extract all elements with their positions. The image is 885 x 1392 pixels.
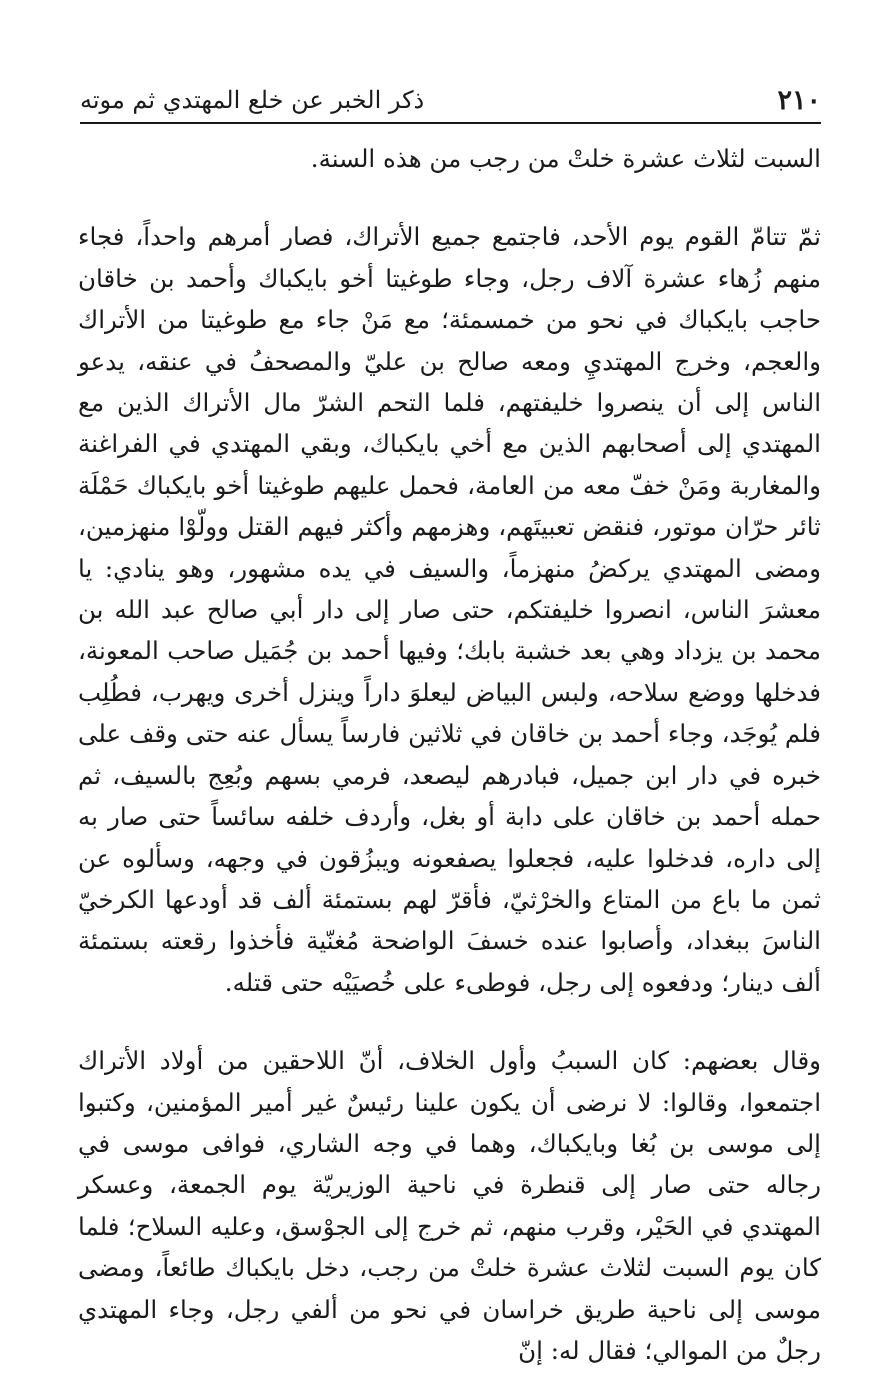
body-text bbox=[78, 138, 821, 1371]
paragraph-continuation: السبت لثلاث عشرة خلتْ من رجب من هذه السنة. bbox=[310, 144, 821, 173]
page-header bbox=[80, 78, 821, 124]
paragraph-gap bbox=[78, 179, 821, 216]
page-number: ٢١٠ bbox=[777, 84, 821, 116]
paragraph-other-account: وقال بعضهم: كان السببُ وأول الخلاف، أنّ اللاحقين من أولاد الأتراك اجتمعوا، وقالوا: لا نرضى أن يكون علينا رئيسٌ غير أمير المؤمنين، وكتبوا إلى موسى بن بُغا وبايكباك، وهما في وجه الشاري، فوافى موسى في رجاله حتى صار إلى قنطرة في ناحية الوزيريّة يوم الجمعة، وعسكر المهتدي في الحَيْر، وقرب منهم، ثم خرج إلى الجوْسق، وعليه السلاح؛ فلما كان يوم السبت لثلاث عشرة خلتْ من رجب، دخل بايكباك طائعاً، ومضى موسى إلى ناحية طريق خراسان في نحو من ألفي رجل، وجاء المهتدي رجلٌ من الموالي؛ فقال له: إنّ bbox=[78, 1046, 821, 1365]
running-title: ذكر الخبر عن خلع المهتدي ثم موته bbox=[80, 86, 425, 114]
paragraph-gap bbox=[78, 1003, 821, 1040]
paragraph-battle: ثمّ تتامّ القوم يوم الأحد، فاجتمع جميع الأتراك، فصار أمرهم واحداً، فجاء منهم زُهاء عشرة آلاف رجل، وجاء طوغيتا أخو بايكباك وأحمد بن خاقان حاجب بايكباك في نحو من خمسمئة؛ مع مَنْ جاء مع طوغيتا من الأتراك والعجم، وخرج المهتديِ ومعه صالح بن عليّ والمصحفُ في عنقه، يدعو الناس إلى أن ينصروا خليفتهم، فلما التحم الشرّ مال الأتراك الذين مع المهتدي إلى أصحابهم الذين مع أخي بايكباك، وبقي المهتدي في الفراغنة والمغاربة ومَنْ خفّ معه من العامة، فحمل عليهم طوغيتا أخو بايكباك حَمْلَة ثائر حرّان موتور، فنقض تعبيتَهم، وهزمهم وأكثر فيهم القتل وولّوْا منهزمين، ومضى المهتدي يركضُ منهزماً، والسيف في يده مشهور، وهو ينادي: يا معشرَ الناس، انصروا خليفتكم، حتى صار إلى دار أبي صالح عبد الله بن محمد بن يزداد وهي بعد خشبة بابك؛ وفيها أحمد بن جُمَيل صاحب المعونة، فدخلها ووضع سلاحه، ولبس البياض ليعلوَ داراً وينزل أخرى ويهرب، فطُلِب فلم يُوجَد، وجاء أحمد بن خاقان في ثلاثين فارساً يسأل عنه حتى وقف على خبره في دار ابن جميل، فبادرهم ليصعد، فرمي بسهم وبُعِج بالسيف، ثم حمله أحمد بن خاقان على دابة أو بغل، وأردف خلفه سائساً حتى صار به إلى داره، فدخلوا عليه، فجعلوا يصفعونه ويبزُقون في وجهه، وسألوه عن ثمن ما باع من المتاع والخرْثيّ، فأقرّ لهم بستمئة ألف قد أودعها الكرخيّ الناسَ ببغداد، وأصابوا عنده خسفَ الواضحة مُغنّية فأخذوا رقعته بستمئة ألف دينار؛ ودفعوه إلى رجل، فوطىء على خُصيَيْه حتى قتله. bbox=[78, 222, 821, 997]
